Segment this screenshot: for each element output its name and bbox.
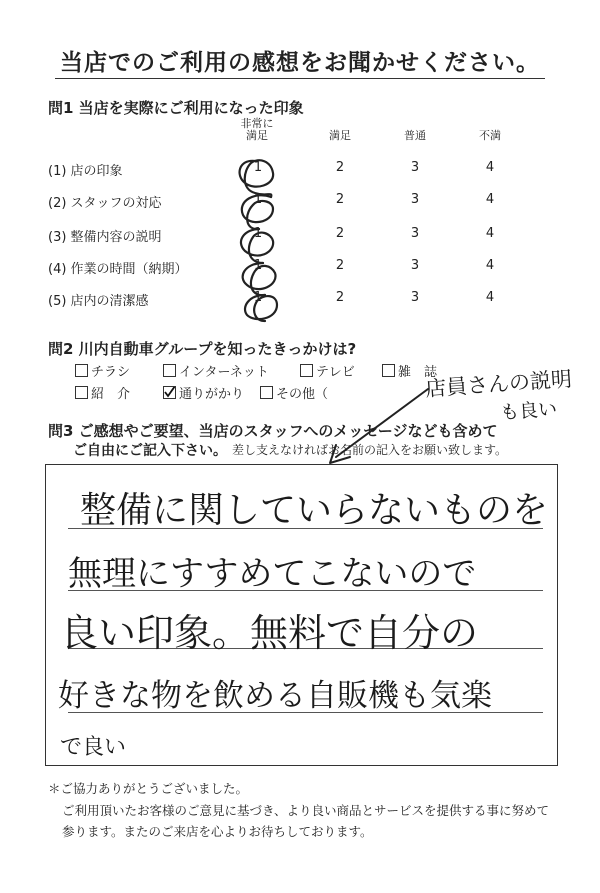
- q3-heading-2: ご自由にご記入下さい。: [73, 443, 227, 459]
- checkbox[interactable]: [382, 364, 395, 377]
- q1-row-label: (1) 店の印象: [48, 164, 123, 179]
- q1-option[interactable]: 3: [410, 160, 420, 175]
- option-label: 雑 誌: [398, 365, 438, 380]
- option-tv[interactable]: [300, 361, 355, 380]
- checkbox[interactable]: [163, 364, 176, 377]
- q1-option[interactable]: 3: [410, 290, 420, 305]
- q1-option[interactable]: 2: [335, 160, 345, 175]
- option-other[interactable]: [260, 383, 328, 402]
- q1-option[interactable]: 4: [485, 226, 495, 241]
- q1-scale-very-satisfied: 非常に 満足: [240, 117, 274, 142]
- q1-row-label: (5) 店内の清潔感: [48, 294, 149, 309]
- circle-mark: [240, 160, 274, 197]
- option-referral[interactable]: [75, 383, 130, 402]
- q1-row-label: (3) 整備内容の説明: [48, 230, 162, 245]
- handwritten-annotation: 店員さんの説明: [424, 366, 573, 402]
- q1-scale-normal: 普通: [404, 129, 426, 142]
- checkbox[interactable]: [75, 386, 88, 399]
- checkbox[interactable]: [260, 386, 273, 399]
- checkbox-checked[interactable]: [163, 386, 176, 399]
- q1-option[interactable]: 2: [335, 258, 345, 273]
- handdrawn-circles: [215, 145, 305, 325]
- q3-heading: 問3 ご感想やご要望、当店のスタッフへのメッセージなども含めて: [48, 422, 498, 440]
- q1-row-label: (2) スタッフの対応: [48, 196, 162, 211]
- footer-thanks: ＊ご協力ありがとうございました。: [48, 781, 249, 796]
- handwritten-annotation: も良い: [499, 398, 558, 424]
- circle-mark: [242, 195, 273, 229]
- q1-option[interactable]: 1: [253, 192, 263, 207]
- option-label: 紹 介: [91, 387, 131, 402]
- q1-heading: 問1 当店を実際にご利用になった印象: [48, 99, 304, 117]
- q2-heading: 問2 川内自動車グループを知ったきっかけは?: [48, 340, 357, 358]
- option-internet[interactable]: [163, 361, 269, 380]
- q1-option[interactable]: 4: [485, 258, 495, 273]
- option-flyer[interactable]: [75, 361, 130, 380]
- q1-row-label: (4) 作業の時間（納期）: [48, 262, 188, 277]
- q1-option[interactable]: 1: [253, 258, 263, 273]
- q3-note: 差し支えなければお名前の記入をお願い致します。: [232, 443, 508, 457]
- q1-option[interactable]: 2: [335, 192, 345, 207]
- option-passing-by[interactable]: [163, 383, 244, 402]
- q1-option[interactable]: 3: [410, 226, 420, 241]
- title-underline: [55, 78, 545, 79]
- q1-option[interactable]: 2: [335, 290, 345, 305]
- checkbox[interactable]: [300, 364, 313, 377]
- q1-option[interactable]: 1: [253, 226, 263, 241]
- q1-option[interactable]: 4: [485, 160, 495, 175]
- q1-scale-dissatisfied: 不満: [479, 129, 501, 142]
- checkbox[interactable]: [75, 364, 88, 377]
- circle-mark: [245, 295, 277, 321]
- option-label: その他（: [276, 387, 329, 402]
- handwritten-line: 良い印象。無料で自分の: [60, 611, 479, 655]
- q1-scale-satisfied: 満足: [329, 129, 351, 142]
- option-label: 通りがかり: [179, 387, 245, 402]
- circle-mark: [241, 229, 273, 263]
- q1-option[interactable]: 3: [410, 258, 420, 273]
- handwritten-line: 無理にすすめてこないので: [68, 554, 477, 594]
- circle-mark: [243, 263, 276, 295]
- footer-text: 参ります。またのご来店を心よりお待ちしております。: [62, 824, 373, 839]
- q1-option[interactable]: 3: [410, 192, 420, 207]
- option-label: チラシ: [91, 365, 131, 380]
- page-title: 当店でのご利用の感想をお聞かせください。: [60, 50, 540, 76]
- handwritten-line: 好きな物を飲める自販機も気楽: [58, 678, 492, 714]
- q1-option[interactable]: 1: [253, 160, 263, 175]
- q1-option[interactable]: 4: [485, 290, 495, 305]
- handwritten-line: 整備に関していらないものを: [80, 490, 549, 531]
- q1-option[interactable]: 4: [485, 192, 495, 207]
- q1-option[interactable]: 2: [335, 226, 345, 241]
- option-label: インターネット: [179, 365, 269, 380]
- handwritten-line: で良い: [60, 735, 127, 760]
- q1-option[interactable]: 1: [253, 290, 263, 305]
- option-label: テレビ: [316, 365, 355, 380]
- footer-text: ご利用頂いたお客様のご意見に基づき、より良い商品とサービスを提供する事に努めて: [62, 803, 550, 818]
